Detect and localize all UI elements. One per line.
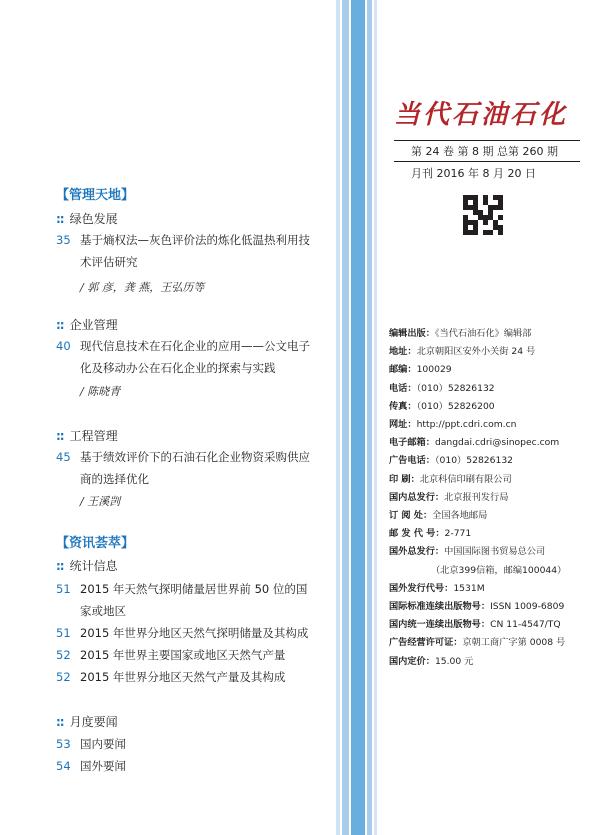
toc-entry[interactable]	[56, 733, 316, 755]
decorative-stripe	[367, 0, 372, 835]
publication-info-row	[389, 507, 599, 525]
page-number: 54	[56, 759, 71, 773]
info-label: 订 阅 处：	[389, 510, 433, 522]
article-title: 2015 年天然气探明储量居世界前 50 位的国家或地区	[80, 582, 308, 618]
article-author: / 陈晓青	[80, 385, 121, 398]
info-value: （010）52826200	[416, 400, 495, 412]
info-value[interactable]: http://ppt.cdri.com.cn	[416, 419, 517, 431]
info-value: 2-771	[444, 528, 472, 540]
article-title: 国内要闻	[80, 737, 126, 751]
publication-info-row	[389, 343, 599, 361]
info-label: 印 刷：	[389, 473, 420, 485]
info-value: 100029	[416, 364, 452, 376]
bullet-icon: ::	[56, 429, 64, 443]
info-label: 国内统一连续出版物号：	[389, 619, 491, 631]
info-label: 国外发行代号：	[389, 582, 454, 594]
info-value: （北京399信箱，邮编100044）	[431, 564, 567, 576]
info-value: 中国国际图书贸易总公司	[444, 546, 546, 558]
page-number: 40	[56, 339, 71, 353]
section-heading-management: 【管理天地】	[56, 188, 135, 203]
toc-entry[interactable]	[56, 666, 316, 688]
info-label: 国外总发行：	[389, 546, 445, 558]
publication-info-row	[389, 452, 599, 470]
info-label: 编辑出版：	[389, 328, 435, 339]
publication-info-row	[389, 471, 599, 489]
article-title: 基于绩效评价下的石油石化企业物资采购供应商的选择优化	[80, 450, 310, 486]
toc-entry[interactable]	[56, 755, 316, 777]
publication-info-row	[389, 580, 599, 598]
decorative-stripe	[374, 0, 377, 835]
info-label: 国际标准连续出版物号：	[389, 601, 491, 613]
publication-info-row	[389, 398, 599, 416]
subsection-engineering-management: :: 工程管理	[56, 429, 118, 443]
info-value: 北京科信印刷有限公司	[419, 473, 512, 485]
info-value: 北京朝阳区安外小关街 24 号	[416, 346, 536, 358]
article-author: / 郭 彦，龚 燕，王弘历等	[80, 281, 205, 294]
info-label: 国内总发行：	[389, 491, 445, 503]
decorative-stripe	[351, 0, 365, 835]
toc-entry[interactable]	[56, 622, 316, 644]
publication-info-row	[389, 525, 599, 543]
info-label: 广告经营许可证：	[389, 637, 463, 649]
article-title: 基于熵权法—灰色评价法的炼化低温热利用技术评估研究	[80, 233, 310, 269]
publication-info-row	[389, 380, 599, 398]
article-title: 2015 年世界分地区天然气产量及其构成	[80, 670, 286, 684]
section-heading-news-digest: 【资讯荟萃】	[56, 536, 135, 551]
publication-info-row	[389, 616, 599, 634]
info-value[interactable]: dangdai.cdri@sinopec.com	[434, 437, 560, 449]
bullet-icon: ::	[56, 318, 64, 332]
info-value: 15.00 元	[434, 655, 474, 667]
publication-info-row	[389, 543, 599, 561]
article-title: 2015 年世界分地区天然气探明储量及其构成	[80, 626, 309, 640]
publication-info-row	[389, 416, 599, 434]
subsection-statistics: :: 统计信息	[56, 559, 118, 573]
page-number: 51	[56, 582, 71, 596]
toc-entry[interactable]	[56, 446, 316, 490]
info-label: 广告电话：	[389, 455, 435, 467]
date-line: 月刊 2016 年 8 月 20 日	[411, 167, 536, 180]
info-value: CN 11-4547/TQ	[490, 619, 561, 631]
subsection-monthly-news: :: 月度要闻	[56, 715, 118, 729]
info-label: 国内定价：	[389, 655, 435, 667]
info-label: 地址：	[389, 346, 417, 358]
publication-info	[389, 325, 599, 671]
info-value: 全国各地邮局	[432, 510, 488, 522]
info-label: 电子邮箱：	[389, 437, 435, 449]
toc-entry[interactable]	[56, 578, 316, 622]
page-number: 35	[56, 233, 71, 247]
issue-line: 第 24 卷 第 8 期 总第 260 期	[411, 145, 558, 158]
info-label: 传真：	[389, 400, 417, 412]
info-value: 《当代石油石化》编辑部	[434, 328, 532, 339]
article-title: 2015 年世界主要国家或地区天然气产量	[80, 648, 286, 662]
publication-info-row	[389, 634, 599, 652]
publication-info-row	[389, 325, 599, 343]
page-number: 53	[56, 737, 71, 751]
journal-logo: 当代石油石化	[394, 100, 569, 130]
info-label: 邮编：	[389, 364, 417, 376]
page-number: 45	[56, 450, 71, 464]
divider	[394, 161, 580, 162]
article-title: 现代信息技术在石化企业的应用——公文电子化及移动办公在石化企业的探索与实践	[80, 339, 310, 375]
publication-info-row	[389, 562, 599, 580]
page-number: 52	[56, 670, 71, 684]
publication-info-row	[389, 598, 599, 616]
toc-entry[interactable]	[56, 335, 316, 379]
bullet-icon: ::	[56, 715, 64, 729]
info-value: （010）52826132	[434, 455, 514, 467]
article-author: / 王溪剀	[80, 495, 121, 508]
info-value: 北京报刊发行局	[444, 491, 509, 503]
page-number: 51	[56, 626, 71, 640]
decorative-stripe	[342, 0, 349, 835]
toc-entry[interactable]	[56, 644, 316, 666]
info-value: （010）52826132	[416, 382, 495, 394]
publication-info-row	[389, 653, 599, 671]
bullet-icon: ::	[56, 559, 64, 573]
article-title: 国外要闻	[80, 759, 126, 773]
publication-info-row	[389, 361, 599, 379]
info-label: 电话：	[389, 382, 417, 394]
page-number: 52	[56, 648, 71, 662]
info-label: 邮 发 代 号：	[389, 528, 445, 540]
qr-code-icon	[463, 195, 503, 235]
toc-entry[interactable]	[56, 229, 316, 273]
publication-info-row	[389, 489, 599, 507]
decorative-stripe	[336, 0, 340, 835]
subsection-green-development: :: 绿色发展	[56, 212, 118, 226]
divider	[394, 140, 580, 141]
publication-info-row	[389, 434, 599, 452]
subsection-enterprise-management: :: 企业管理	[56, 318, 118, 332]
bullet-icon: ::	[56, 212, 64, 226]
info-label: 网址：	[389, 419, 417, 431]
info-value: ISSN 1009-6809	[490, 601, 565, 613]
info-value: 京朝工商广字第 0008 号	[462, 637, 566, 649]
info-value: 1531M	[453, 582, 485, 594]
